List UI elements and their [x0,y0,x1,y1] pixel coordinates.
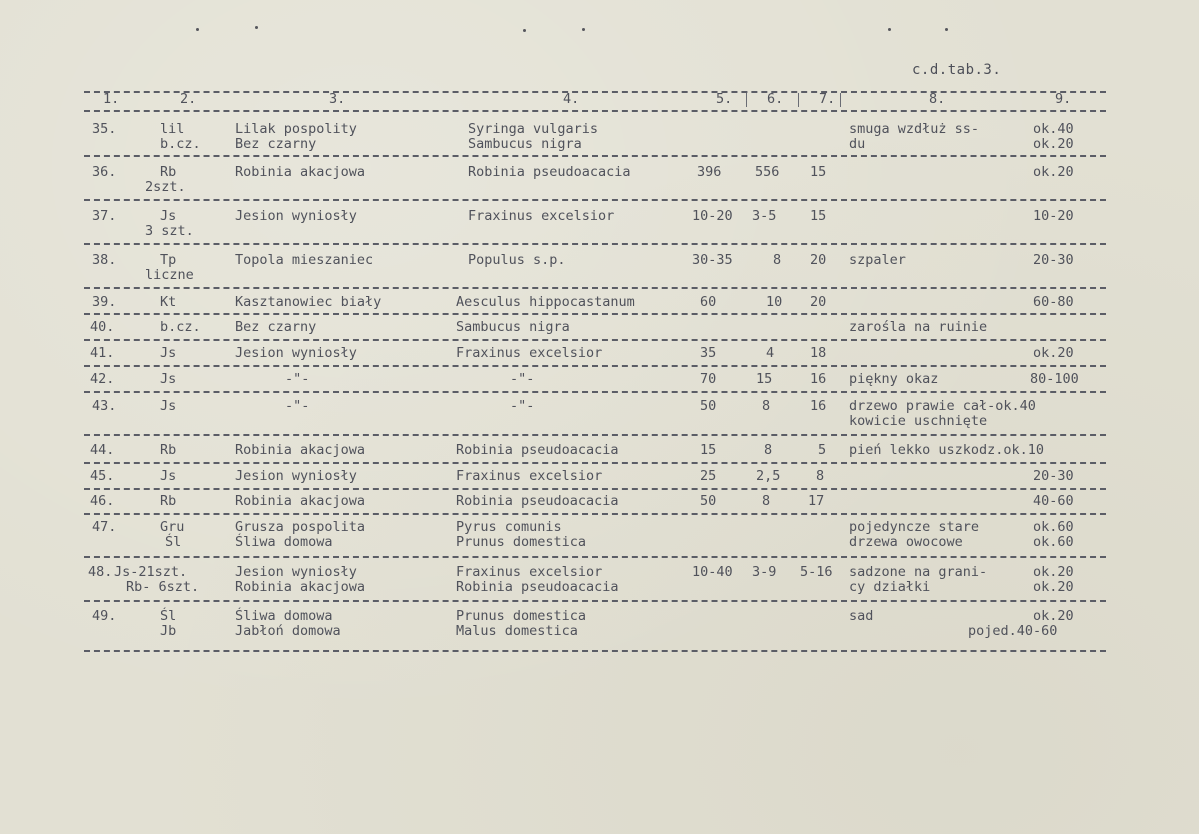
species-abbr: b.cz. [160,319,201,335]
col-5-value: 10-40 [692,564,733,580]
col-5-value: 50 [700,398,717,414]
remarks: szpaler [849,252,906,268]
latin-name: Fraxinus excelsior [468,208,615,224]
row-rule [84,600,1106,602]
row-number: 38. [92,252,117,268]
col-6-value: 556 [755,164,780,180]
col-5-value: 25 [700,468,717,484]
species-abbr: Js [160,468,177,484]
table-top-rule [84,91,1106,93]
row-rule [84,365,1106,367]
col-7-value: 15 [810,208,827,224]
latin-name: Malus domestica [456,623,578,639]
remarks: kowicie uschnięte [849,413,988,429]
latin-name: Aesculus hippocastanum [456,294,635,310]
col-5-value: 50 [700,493,717,509]
col-6-value: 2,5 [756,468,781,484]
polish-name: -"- [285,371,310,387]
age-estimate: ok.20 [1033,608,1074,624]
col-6-value: 8 [764,442,773,458]
species-abbr: Js-21szt. [114,564,188,580]
polish-name: Bez czarny [235,319,317,335]
row-number: 44. [90,442,115,458]
species-abbr: Js [160,208,177,224]
latin-name: Pyrus comunis [456,519,562,535]
latin-name: Fraxinus excelsior [456,564,603,580]
remarks: pień lekko uszkodz.ok.10 [849,442,1045,458]
polish-name: Topola mieszaniec [235,252,374,268]
row-number: 47. [92,519,117,535]
species-abbr: Tp [160,252,177,268]
col-5-value: 15 [700,442,717,458]
species-abbr: Rb [160,164,177,180]
col-6-value: 10 [766,294,783,310]
row-number: 39. [92,294,117,310]
row-number: 42. [90,371,115,387]
header-col-9: 9. [1055,91,1072,107]
header-separator [840,93,841,107]
header-col-3: 3. [329,91,346,107]
remarks: pojedyncze stare [849,519,980,535]
latin-name: Prunus domestica [456,608,587,624]
polish-name: Lilak pospolity [235,121,357,137]
species-abbr: lil [160,121,185,137]
header-separator [746,93,747,107]
remarks: zarośla na ruinie [849,319,988,335]
remarks: smuga wzdłuż ss- [849,121,980,137]
row-rule [84,199,1106,201]
latin-name: Fraxinus excelsior [456,345,603,361]
col-6-value: 8 [773,252,782,268]
remarks: sad [849,608,874,624]
latin-name: Robinia pseudoacacia [468,164,631,180]
polish-name: Robinia akacjowa [235,579,366,595]
age-estimate: ok.20 [1033,164,1074,180]
row-rule [84,513,1106,515]
row-number: 43. [92,398,117,414]
col-6-value: 8 [762,493,771,509]
latin-name: Robinia pseudoacacia [456,442,619,458]
latin-name: -"- [510,398,535,414]
header-col-6: 6. [767,91,784,107]
row-rule [84,287,1106,289]
punch-mark [582,28,585,31]
age-estimate: 10-20 [1033,208,1074,224]
page-note: c.d.tab.3. [912,62,1002,78]
polish-name: Jesion wyniosły [235,208,357,224]
col-7-value: 16 [810,398,827,414]
polish-name: Robinia akacjowa [235,442,366,458]
remarks: drzewa owocowe [849,534,963,550]
latin-name: -"- [510,371,535,387]
header-col-2: 2. [180,91,197,107]
latin-name: Syringa vulgaris [468,121,599,137]
age-estimate: 60-80 [1033,294,1074,310]
species-abbr: Gru [160,519,185,535]
table-bottom-rule [84,650,1106,652]
header-col-8: 8. [929,91,946,107]
header-col-5: 5. [716,91,733,107]
row-number: 37. [92,208,117,224]
row-number: 46. [90,493,115,509]
age-estimate: 40-60 [1033,493,1074,509]
header-col-7: 7. [819,91,836,107]
latin-name: Robinia pseudoacacia [456,579,619,595]
age-estimate: 20-30 [1033,252,1074,268]
col-7-value: 17 [808,493,825,509]
species-abbr: Rb- 6szt. [126,579,200,595]
polish-name: Robinia akacjowa [235,164,366,180]
species-abbr: Js [160,398,177,414]
punch-mark [196,28,199,31]
age-estimate: ok.40 [1033,121,1074,137]
col-7-value: 20 [810,294,827,310]
punch-mark [523,29,526,32]
row-number: 48. [88,564,113,580]
col-7-value: 16 [810,371,827,387]
remarks: piękny okaz [849,371,939,387]
row-rule [84,488,1106,490]
species-abbr: b.cz. [160,136,201,152]
col-5-value: 10-20 [692,208,733,224]
punch-mark [255,26,258,29]
species-abbr: liczne [145,267,194,283]
remarks: sadzone na grani- [849,564,988,580]
row-number: 49. [92,608,117,624]
col-7-value: 15 [810,164,827,180]
polish-name: -"- [285,398,310,414]
age-estimate: ok.20 [1033,579,1074,595]
latin-name: Sambucus nigra [456,319,570,335]
polish-name: Bez czarny [235,136,317,152]
latin-name: Populus s.p. [468,252,566,268]
header-bottom-rule [84,110,1106,112]
col-7-value: 5 [818,442,827,458]
polish-name: Jesion wyniosły [235,564,357,580]
species-abbr: Kt [160,294,177,310]
remarks: du [849,136,866,152]
latin-name: Sambucus nigra [468,136,582,152]
latin-name: Robinia pseudoacacia [456,493,619,509]
species-abbr: 3 szt. [145,223,194,239]
row-number: 35. [92,121,117,137]
polish-name: Jabłoń domowa [235,623,341,639]
species-abbr: 2szt. [145,179,186,195]
row-rule [84,339,1106,341]
row-number: 36. [92,164,117,180]
col-7-value: 8 [816,468,825,484]
polish-name: Śliwa domowa [235,608,333,624]
age-estimate: ok.20 [1033,564,1074,580]
age-estimate: ok.60 [1033,534,1074,550]
latin-name: Fraxinus excelsior [456,468,603,484]
col-5-value: 60 [700,294,717,310]
row-rule [84,313,1106,315]
punch-mark [945,28,948,31]
col-6-value: 3-9 [752,564,777,580]
punch-mark [888,28,891,31]
row-rule [84,243,1106,245]
age-estimate: 20-30 [1033,468,1074,484]
col-7-value: 5-16 [800,564,833,580]
species-abbr: Js [160,345,177,361]
col-7-value: 18 [810,345,827,361]
species-abbr: Js [160,371,177,387]
row-number: 45. [90,468,115,484]
col-6-value: 8 [762,398,771,414]
age-estimate: pojed.40-60 [968,623,1058,639]
age-estimate: 80-100 [1030,371,1079,387]
species-abbr: Śl [165,534,182,550]
col-5-value: 30-35 [692,252,733,268]
polish-name: Robinia akacjowa [235,493,366,509]
row-rule [84,434,1106,436]
polish-name: Kasztanowiec biały [235,294,382,310]
age-estimate: ok.20 [1033,136,1074,152]
age-estimate: ok.20 [1033,345,1074,361]
polish-name: Jesion wyniosły [235,468,357,484]
species-abbr: Rb [160,493,177,509]
col-5-value: 35 [700,345,717,361]
remarks: drzewo prawie cał-ok.40 [849,398,1036,414]
row-number: 40. [90,319,115,335]
polish-name: Śliwa domowa [235,534,333,550]
species-abbr: Rb [160,442,177,458]
header-col-4: 4. [563,91,580,107]
row-rule [84,556,1106,558]
col-6-value: 15 [756,371,773,387]
latin-name: Prunus domestica [456,534,587,550]
header-col-1: 1. [103,91,120,107]
species-abbr: Jb [160,623,177,639]
row-rule [84,391,1106,393]
remarks: cy działki [849,579,931,595]
age-estimate: ok.60 [1033,519,1074,535]
col-5-value: 70 [700,371,717,387]
polish-name: Grusza pospolita [235,519,366,535]
col-6-value: 4 [766,345,775,361]
row-number: 41. [90,345,115,361]
header-separator [798,93,799,107]
col-6-value: 3-5 [752,208,777,224]
row-rule [84,155,1106,157]
species-abbr: Śl [160,608,177,624]
row-rule [84,462,1106,464]
col-5-value: 396 [697,164,722,180]
col-7-value: 20 [810,252,827,268]
polish-name: Jesion wyniosły [235,345,357,361]
